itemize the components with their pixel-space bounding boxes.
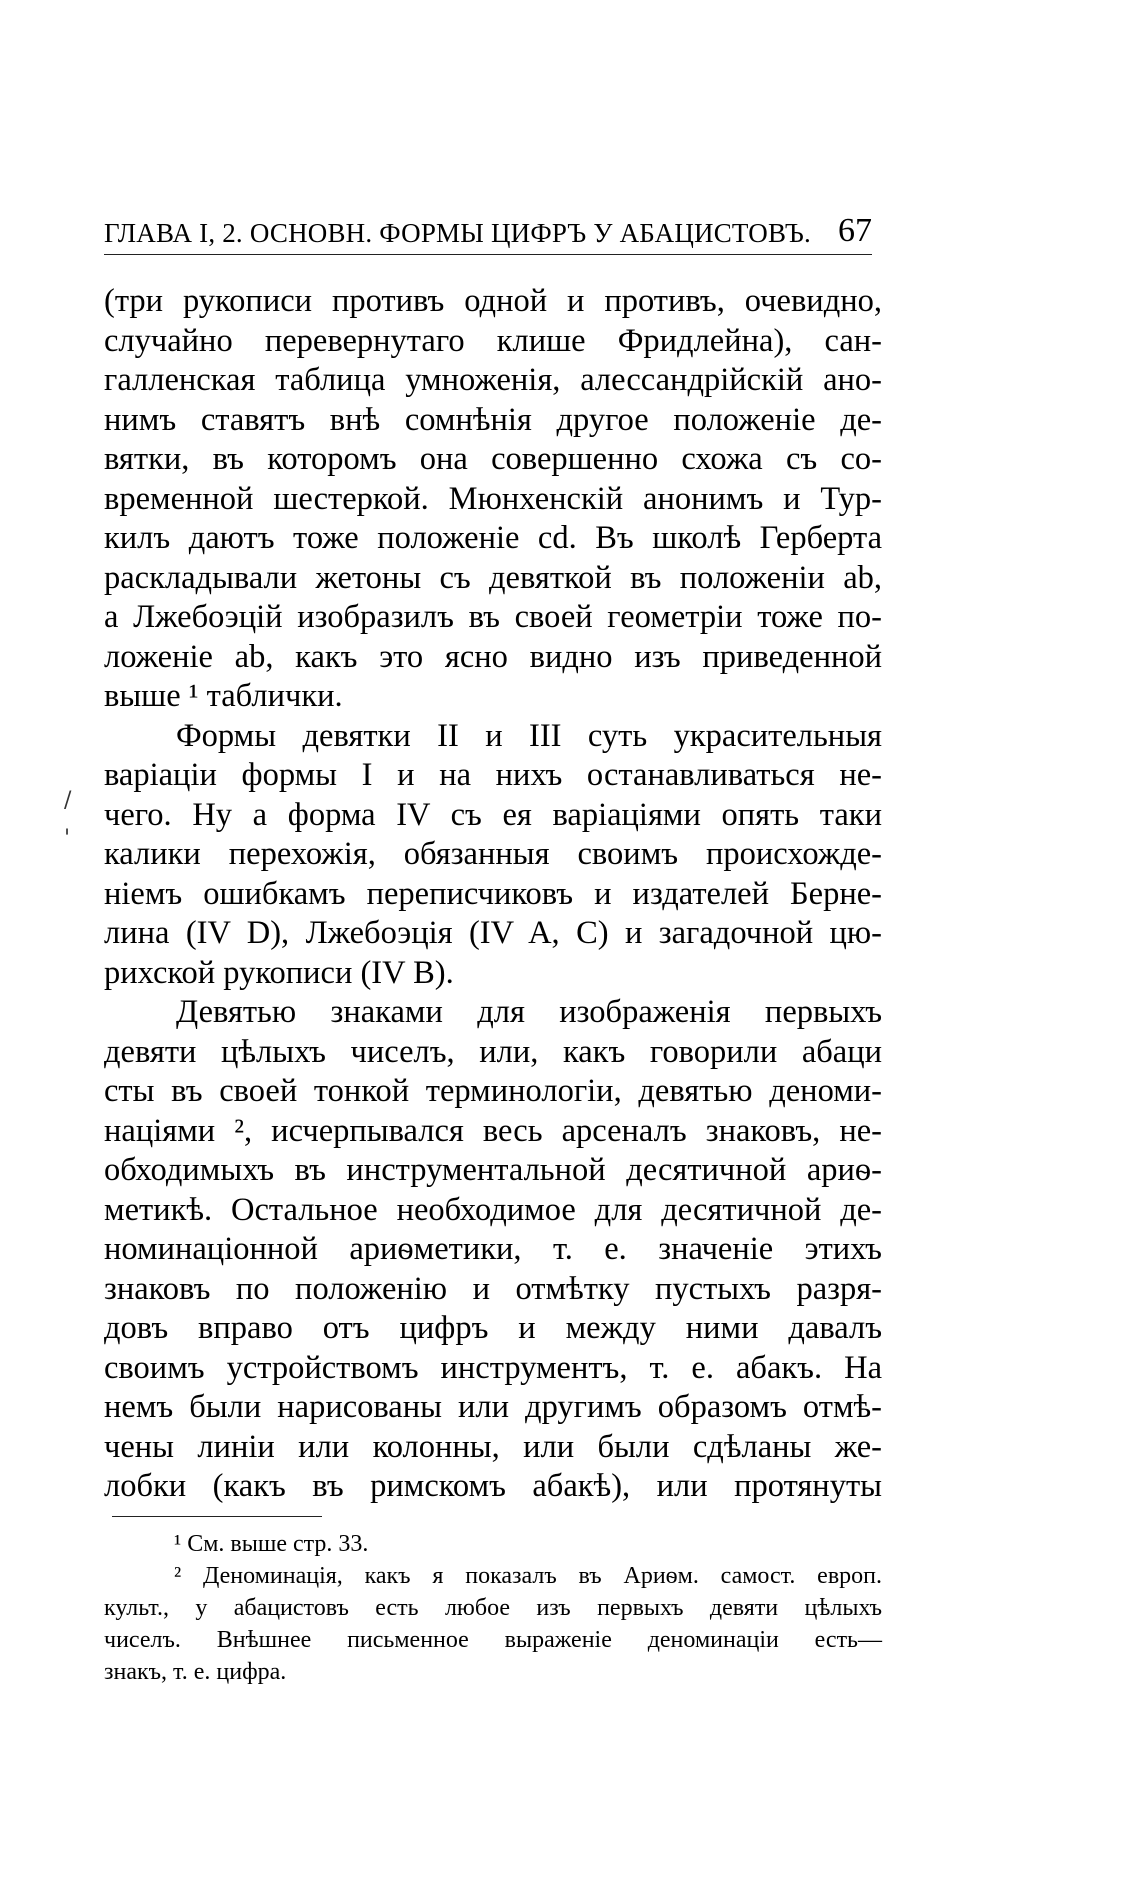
text-line: временной шестеркой. Мюнхенскій анонимъ и Тур- [104, 480, 882, 517]
text-line: варіаціи формы I и на нихъ останавливаться не- [104, 757, 882, 793]
text-line: вятки, въ которомъ она совершенно схожа съ со- [104, 441, 882, 477]
text-line: Формы девятки II и III суть украсительныя [176, 717, 882, 754]
text-line: Девятью знаками для изображенія первыхъ [176, 994, 882, 1030]
footnote-line: культ., у абацистовъ есть любое изъ первыхъ девяти цѣлыхъ [104, 1595, 882, 1621]
paragraph [104, 282, 882, 717]
footnote-rule [112, 1516, 322, 1517]
text-line: ложеніе ab, какъ это ясно видно изъ приведенной [104, 638, 882, 675]
text-line: ніемъ ошибкамъ переписчиковъ и издателей Берне- [104, 875, 882, 912]
footnote [104, 1560, 882, 1688]
text-line: немъ были нарисованы или другимъ образомъ отмѣ- [104, 1389, 882, 1425]
text-line: раскладывали жетоны съ девяткой въ положеніи ab, [104, 559, 882, 596]
text-line: чего. Ну а форма IV съ ея варіаціями опять таки [104, 796, 882, 833]
running-header [104, 212, 872, 260]
footnotes [104, 1528, 882, 1688]
header-rule [104, 254, 872, 255]
footnote [104, 1528, 882, 1560]
paragraph [104, 717, 882, 994]
text-line: своимъ устройствомъ инструментъ, т. е. абакъ. На [104, 1349, 882, 1386]
text-line: галленская таблица умноженія, алессандрійскій ано- [104, 362, 882, 398]
text-line: выше ¹ таблички. [104, 678, 343, 714]
text-line: (три рукописи противъ одной и противъ, очевидно, [104, 283, 882, 319]
text-line: націями ², исчерпывался весь арсеналъ знаковъ, не- [104, 1112, 882, 1149]
text-line: обходимыхъ въ инструментальной десятичной ариѳ- [104, 1152, 882, 1188]
text-line: сты въ своей тонкой терминологіи, девятью деноми- [104, 1073, 882, 1109]
header-title: ГЛАВА I, 2. ОСНОВН. ФОРМЫ ЦИФРЪ У АБАЦИСТОВЪ. [104, 218, 811, 248]
footnote-line: ² Деноминація, какъ я показалъ въ Ариѳм. самост. европ. [174, 1563, 882, 1589]
text-line: нимъ ставятъ внѣ сомнѣнія другое положеніе де- [104, 401, 882, 438]
text-line: номинаціонной ариѳметики, т. е. значеніе этихъ [104, 1231, 882, 1267]
footnote-line: чиселъ. Внѣшнее письменное выраженіе деноминаціи есть— [104, 1627, 882, 1653]
text-line: знаковъ по положенію и отмѣтку пустыхъ разря- [104, 1270, 882, 1307]
text-line: метикѣ. Остальное необходимое для десятичной де- [104, 1191, 882, 1228]
text-line: лина (IV D), Лжебоэція (IV A, C) и загадочной цю- [104, 915, 882, 951]
footnote-line: ¹ См. выше стр. 33. [174, 1531, 369, 1557]
text-line: килъ даютъ тоже положеніе cd. Въ школѣ Герберта [104, 520, 882, 556]
text-line: довъ вправо отъ цифръ и между ними давалъ [104, 1310, 882, 1346]
text-line: лобки (какъ въ римскомъ абакѣ), или протянуты [104, 1468, 882, 1504]
text-line: калики перехожія, обязанныя своимъ происхожде- [104, 836, 882, 872]
paragraph [104, 993, 882, 1507]
text-line: девяти цѣлыхъ чиселъ, или, какъ говорили абаци [104, 1033, 882, 1070]
footnote-line: знакъ, т. е. цифра. [104, 1659, 287, 1685]
text-line: а Лжебоэцій изобразилъ въ своей геометріи тоже по- [104, 599, 882, 635]
text-line: случайно перевернутаго клише Фридлейна), сан- [104, 322, 882, 359]
margin-mark: ' [64, 826, 71, 851]
body-text [104, 282, 882, 1507]
margin-mark: / [64, 788, 72, 813]
text-line: чены линіи или колонны, или были сдѣланы же- [104, 1428, 882, 1465]
page-number: 67 [838, 212, 872, 249]
text-line: рихской рукописи (IV B). [104, 954, 454, 991]
